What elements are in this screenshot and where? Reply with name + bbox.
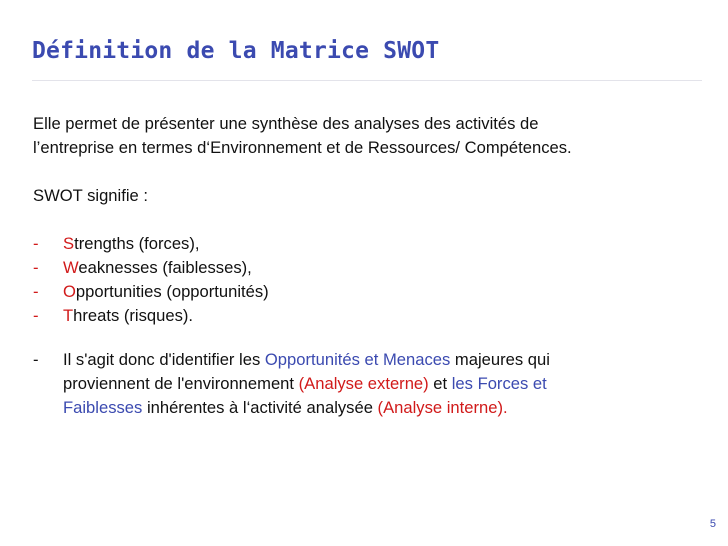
- list-item-strengths: [33, 232, 713, 256]
- highlight-opportunities-threats: Opportunités et Menaces: [264, 350, 451, 369]
- highlight-internal-analysis: (Analyse interne).: [377, 398, 508, 417]
- swot-label: SWOT signifie :: [33, 186, 148, 205]
- conclusion-paragraph: [33, 348, 713, 420]
- conclusion-text: majeures qui: [450, 350, 550, 369]
- list-item-weaknesses: [33, 256, 713, 280]
- bullet-dash: -: [33, 306, 39, 325]
- bullet-dash: -: [33, 258, 39, 277]
- page-number: 5: [709, 518, 716, 530]
- swot-initial: T: [63, 306, 74, 325]
- swot-initial: W: [63, 258, 79, 277]
- swot-term: hreats (risques).: [73, 306, 194, 325]
- conclusion-text: inhérentes à l‘activité analysée: [142, 398, 378, 417]
- slide-body: [33, 112, 713, 420]
- conclusion-text: Il s'agit donc d'identifier les: [63, 350, 265, 369]
- intro-line-2: l’entreprise en termes d‘Environnement et de Ressources/ Compétences.: [33, 138, 572, 157]
- swot-term: pportunities (opportunités): [75, 282, 269, 301]
- title-divider: [32, 80, 702, 81]
- list-item-threats: [33, 304, 713, 328]
- slide-title: Définition de la Matrice SWOT: [32, 38, 440, 64]
- bullet-dash: -: [33, 350, 39, 369]
- swot-term: trengths (forces),: [74, 234, 200, 253]
- conclusion-text: proviennent de l'environnement: [63, 374, 299, 393]
- bullet-dash: -: [33, 282, 39, 301]
- list-item-opportunities: [33, 280, 713, 304]
- bullet-dash: -: [33, 234, 39, 253]
- conclusion-text: et: [428, 374, 452, 393]
- highlight-external-analysis: (Analyse externe): [298, 374, 429, 393]
- highlight-strengths: les Forces et: [451, 374, 547, 393]
- highlight-weaknesses: Faiblesses: [63, 398, 143, 417]
- swot-initial: O: [63, 282, 76, 301]
- intro-line-1: Elle permet de présenter une synthèse des analyses des activités de: [33, 114, 539, 133]
- swot-initial: S: [63, 234, 75, 253]
- swot-term: eaknesses (faiblesses),: [78, 258, 252, 277]
